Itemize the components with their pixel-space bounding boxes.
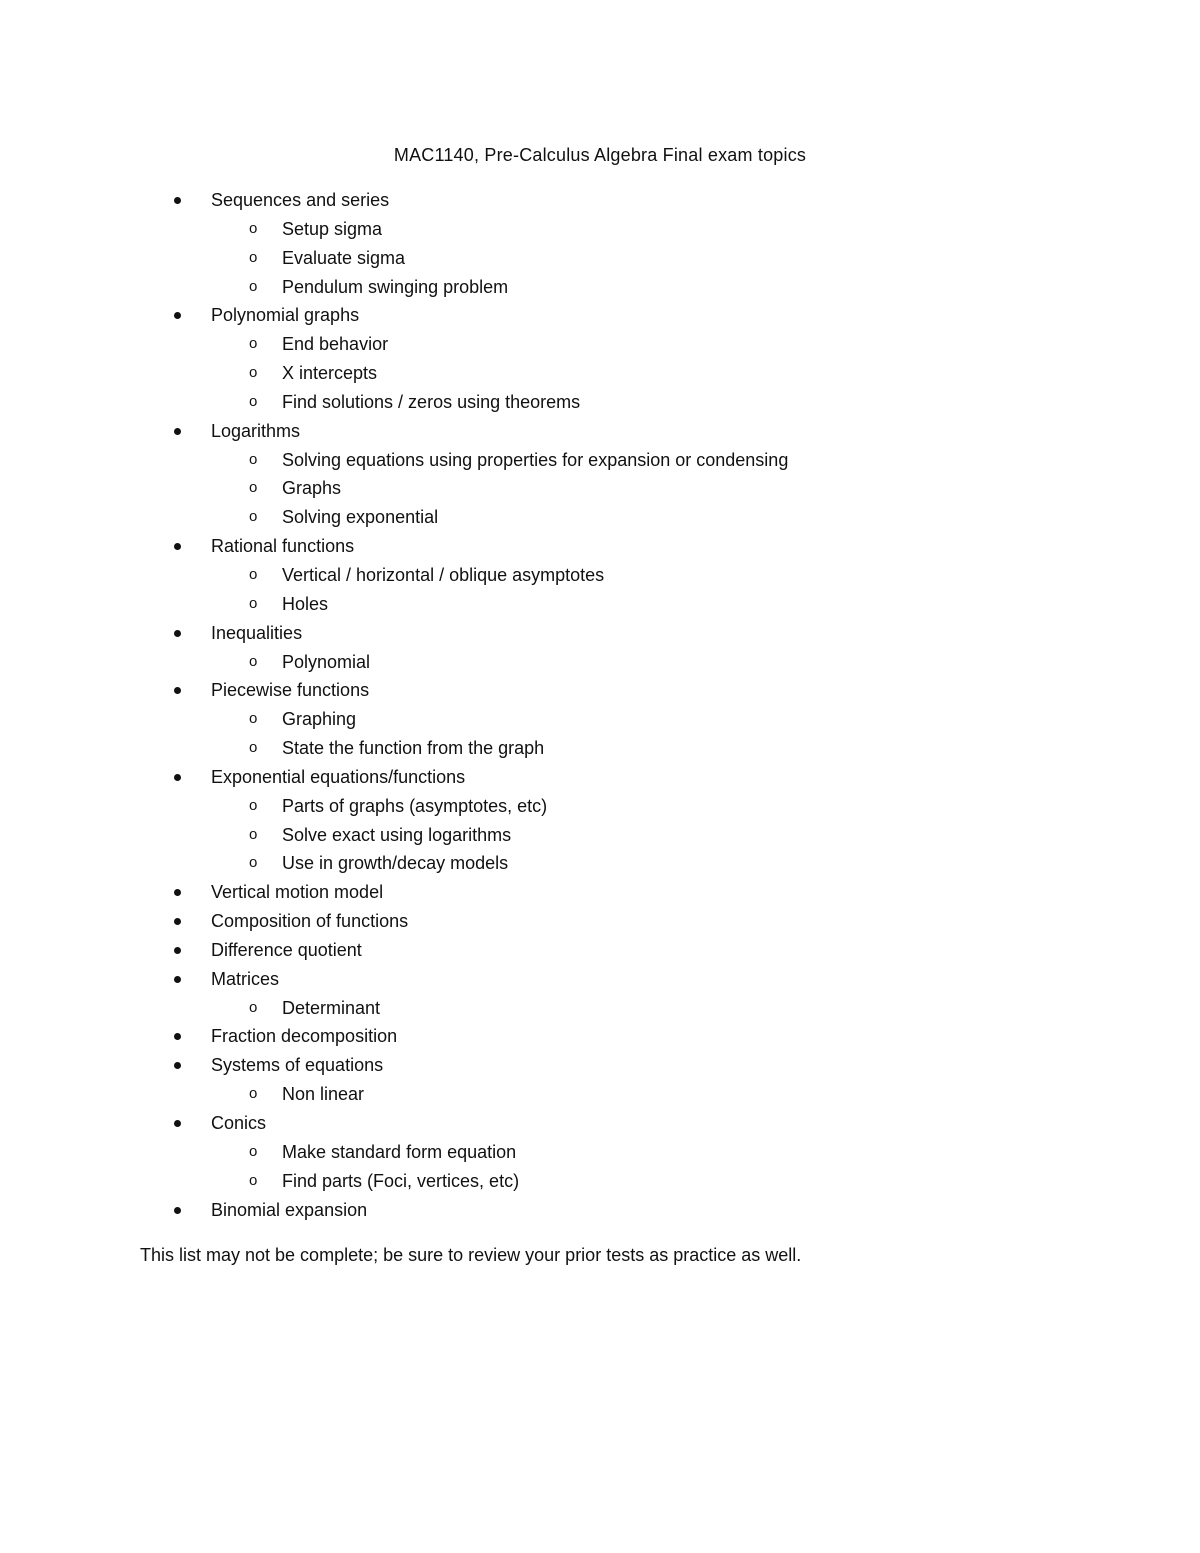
bullet-icon — [174, 1051, 184, 1080]
topic-row — [0, 417, 1200, 446]
topic-row — [0, 1022, 1200, 1051]
bullet-icon — [174, 619, 184, 648]
subtopic-label: Parts of graphs (asymptotes, etc) — [282, 795, 548, 816]
topic-label: Systems of equations — [211, 1055, 384, 1076]
sub-bullet-icon: o — [249, 739, 258, 757]
topic-item — [0, 417, 1200, 532]
bullet-icon — [174, 676, 184, 705]
subtopic-item — [0, 215, 1200, 244]
sub-bullet-icon: o — [249, 277, 258, 295]
topic-item — [0, 1109, 1200, 1196]
topic-row — [0, 532, 1200, 561]
sub-bullet-icon: o — [249, 508, 258, 526]
topic-row — [0, 907, 1200, 936]
topic-row — [0, 301, 1200, 330]
sub-bullet-icon: o — [249, 796, 258, 814]
topic-label: Piecewise functions — [211, 680, 370, 701]
subtopic-label: Holes — [282, 593, 329, 614]
topic-row — [0, 763, 1200, 792]
subtopic-item — [0, 849, 1200, 878]
subtopic-item — [0, 705, 1200, 734]
topic-label: Fraction decomposition — [211, 1026, 398, 1047]
topic-label: Difference quotient — [211, 939, 362, 960]
topic-item — [0, 619, 1200, 677]
topic-list — [0, 186, 1200, 1224]
sub-bullet-icon: o — [249, 248, 258, 266]
topic-item — [0, 186, 1200, 301]
sub-bullet-icon: o — [249, 825, 258, 843]
bullet-icon — [174, 907, 184, 936]
subtopic-label: Graphing — [282, 709, 357, 730]
bullet-icon — [174, 965, 184, 994]
topic-label: Vertical motion model — [211, 882, 384, 903]
subtopic-list — [0, 215, 1200, 302]
topic-row — [0, 186, 1200, 215]
subtopic-label: Solving exponential — [282, 507, 439, 528]
sub-bullet-icon: o — [249, 594, 258, 612]
subtopic-item — [0, 590, 1200, 619]
subtopic-label: Polynomial — [282, 651, 371, 672]
subtopic-list — [0, 994, 1200, 1023]
subtopic-item — [0, 330, 1200, 359]
subtopic-label: Find solutions / zeros using theorems — [282, 391, 581, 412]
sub-bullet-icon: o — [249, 854, 258, 872]
sub-bullet-icon: o — [249, 565, 258, 583]
subtopic-item — [0, 503, 1200, 532]
bullet-icon — [174, 532, 184, 561]
topic-row — [0, 1109, 1200, 1138]
topic-item — [0, 907, 1200, 936]
sub-bullet-icon: o — [249, 1171, 258, 1189]
subtopic-label: Find parts (Foci, vertices, etc) — [282, 1170, 520, 1191]
subtopic-list — [0, 561, 1200, 619]
subtopic-item — [0, 1138, 1200, 1167]
sub-bullet-icon: o — [249, 710, 258, 728]
bullet-icon — [174, 936, 184, 965]
topic-label: Conics — [211, 1113, 267, 1133]
topic-label: Inequalities — [211, 622, 303, 643]
subtopic-label: Make standard form equation — [282, 1141, 517, 1162]
subtopic-label: Pendulum swinging problem — [282, 276, 509, 297]
bullet-icon — [174, 1196, 184, 1225]
topic-label: Matrices — [211, 968, 280, 989]
subtopic-label: Non linear — [282, 1084, 365, 1105]
subtopic-label: Vertical / horizontal / oblique asymptotes — [282, 564, 605, 585]
subtopic-item — [0, 821, 1200, 850]
sub-bullet-icon: o — [249, 1085, 258, 1103]
topic-row — [0, 965, 1200, 994]
topic-item — [0, 936, 1200, 965]
subtopic-item — [0, 388, 1200, 417]
topic-label: Sequences and series — [211, 190, 390, 210]
topic-row — [0, 1051, 1200, 1080]
subtopic-item — [0, 474, 1200, 503]
bullet-icon — [174, 878, 184, 907]
topic-row — [0, 619, 1200, 648]
topic-label: Polynomial graphs — [211, 305, 360, 326]
topic-row — [0, 676, 1200, 705]
topic-item — [0, 676, 1200, 763]
topic-row — [0, 1196, 1200, 1225]
topic-label: Exponential equations/functions — [211, 766, 466, 787]
subtopic-item — [0, 359, 1200, 388]
subtopic-label: Evaluate sigma — [282, 247, 406, 268]
topic-row — [0, 936, 1200, 965]
topic-item — [0, 878, 1200, 907]
bullet-icon — [174, 417, 184, 446]
subtopic-item — [0, 1167, 1200, 1196]
topic-item — [0, 1022, 1200, 1051]
sub-bullet-icon: o — [249, 392, 258, 410]
subtopic-item — [0, 994, 1200, 1023]
subtopic-item — [0, 446, 1200, 475]
subtopic-label: End behavior — [282, 334, 389, 355]
sub-bullet-icon: o — [249, 479, 258, 497]
subtopic-item — [0, 792, 1200, 821]
topic-item — [0, 1051, 1200, 1109]
topic-item — [0, 965, 1200, 1023]
subtopic-item — [0, 561, 1200, 590]
bullet-icon — [174, 763, 184, 792]
topic-label: Binomial expansion — [211, 1199, 368, 1220]
bullet-icon — [174, 301, 184, 330]
topic-label: Rational functions — [211, 536, 355, 557]
subtopic-label: Determinant — [282, 997, 381, 1018]
subtopic-list — [0, 705, 1200, 763]
subtopic-list — [0, 1138, 1200, 1196]
subtopic-list — [0, 648, 1200, 677]
topic-row — [0, 878, 1200, 907]
sub-bullet-icon: o — [249, 335, 258, 353]
subtopic-list — [0, 792, 1200, 879]
topic-item — [0, 532, 1200, 619]
subtopic-label: Solving equations using properties for expansion or condensing — [282, 449, 789, 470]
subtopic-label: Solve exact using logarithms — [282, 824, 512, 845]
sub-bullet-icon: o — [249, 652, 258, 670]
bullet-icon — [174, 1022, 184, 1051]
subtopic-label: Use in growth/decay models — [282, 853, 509, 874]
subtopic-label: State the function from the graph — [282, 738, 545, 759]
topic-item — [0, 1196, 1200, 1225]
subtopic-item — [0, 1080, 1200, 1109]
subtopic-label: Setup sigma — [282, 218, 383, 239]
subtopic-list — [0, 446, 1200, 533]
subtopic-item — [0, 648, 1200, 677]
bullet-icon — [174, 1109, 184, 1138]
subtopic-item — [0, 734, 1200, 763]
page-title: MAC1140, Pre-Calculus Algebra Final exam topics — [393, 145, 807, 165]
subtopic-list — [0, 330, 1200, 417]
topic-label: Composition of functions — [211, 911, 409, 932]
subtopic-label: X intercepts — [282, 363, 378, 384]
subtopic-label: Graphs — [282, 478, 342, 499]
sub-bullet-icon: o — [249, 450, 258, 468]
subtopic-item — [0, 273, 1200, 302]
sub-bullet-icon: o — [249, 1142, 258, 1160]
footer-note: This list may not be complete; be sure to review your prior tests as practice as well. — [140, 1245, 802, 1265]
sub-bullet-icon: o — [249, 998, 258, 1016]
topic-item — [0, 763, 1200, 878]
sub-bullet-icon: o — [249, 364, 258, 382]
topic-item — [0, 301, 1200, 416]
sub-bullet-icon: o — [249, 219, 258, 237]
bullet-icon — [174, 186, 184, 215]
subtopic-list — [0, 1080, 1200, 1109]
subtopic-item — [0, 244, 1200, 273]
topic-label: Logarithms — [211, 420, 301, 441]
